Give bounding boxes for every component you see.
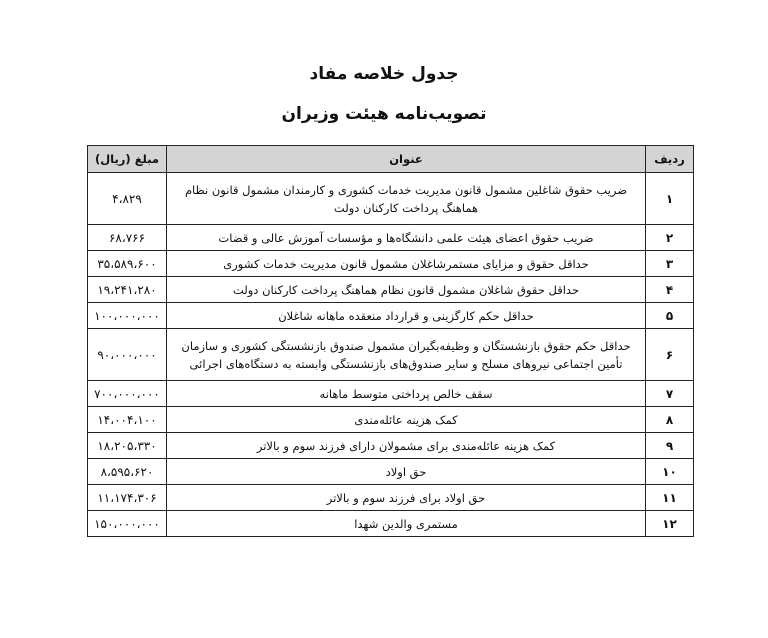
table-row — [88, 433, 694, 459]
column-header-amount: مبلغ (ریال) — [88, 146, 167, 173]
row-amount: ۱۵۰،۰۰۰،۰۰۰ — [88, 511, 167, 537]
table-row — [88, 407, 694, 433]
row-title: ضریب حقوق شاغلین مشمول قانون مدیریت خدمات کشوری و کارمندان مشمول قانون نظام هماهنگ پرداخت کارکنان دولت — [167, 173, 646, 225]
row-title: حداقل حکم کارگزینی و قرارداد منعقده ماهانه شاغلان — [167, 303, 646, 329]
table-row — [88, 303, 694, 329]
row-amount: ۶۸،۷۶۶ — [88, 225, 167, 251]
table-header-row — [88, 146, 694, 173]
page-subtitle: تصویب‌نامه هیئت وزیران — [281, 104, 487, 124]
row-amount: ۸،۵۹۵،۶۲۰ — [88, 459, 167, 485]
table-row — [88, 251, 694, 277]
row-number: ۸ — [646, 407, 694, 433]
table-row — [88, 511, 694, 537]
table-row — [88, 459, 694, 485]
row-number: ۱ — [646, 173, 694, 225]
column-header-title: عنوان — [167, 146, 646, 173]
row-amount: ۱۴،۰۰۴،۱۰۰ — [88, 407, 167, 433]
row-title: کمک هزینه عائله‌مندی — [167, 407, 646, 433]
table-row — [88, 277, 694, 303]
row-title: ضریب حقوق اعضای هیئت علمی دانشگاه‌ها و مؤسسات آموزش عالی و قضات — [167, 225, 646, 251]
row-number: ۱۲ — [646, 511, 694, 537]
row-number: ۳ — [646, 251, 694, 277]
row-number: ۱۰ — [646, 459, 694, 485]
row-number: ۹ — [646, 433, 694, 459]
row-title: حداقل حقوق شاغلان مشمول قانون نظام هماهنگ پرداخت کارکنان دولت — [167, 277, 646, 303]
column-header-num: ردیف — [646, 146, 694, 173]
row-amount: ۳۵،۵۸۹،۶۰۰ — [88, 251, 167, 277]
page-title: جدول خلاصه مفاد — [309, 64, 459, 84]
row-title: سقف خالص پرداختی متوسط ماهانه — [167, 381, 646, 407]
summary-table — [87, 145, 694, 537]
row-amount: ۱۰۰،۰۰۰،۰۰۰ — [88, 303, 167, 329]
table-row — [88, 329, 694, 381]
table-row — [88, 485, 694, 511]
row-title: مستمری والدین شهدا — [167, 511, 646, 537]
row-number: ۶ — [646, 329, 694, 381]
row-amount: ۱۸،۲۰۵،۳۳۰ — [88, 433, 167, 459]
row-title: حداقل حقوق و مزایای مستمرشاغلان مشمول قانون مدیریت خدمات کشوری — [167, 251, 646, 277]
row-number: ۱۱ — [646, 485, 694, 511]
row-title: حق اولاد — [167, 459, 646, 485]
row-number: ۷ — [646, 381, 694, 407]
row-title: حداقل حکم حقوق بازنشستگان و وظیفه‌بگیران مشمول صندوق بازنشستگی کشوری و سازمان تأمین اجتماعی نیروهای مسلح و سایر صندوق‌های بازنشستگی وابسته به دستگاه‌های اجرائی — [167, 329, 646, 381]
row-amount: ۴،۸۲۹ — [88, 173, 167, 225]
row-number: ۵ — [646, 303, 694, 329]
table-row — [88, 173, 694, 225]
table-row — [88, 381, 694, 407]
row-number: ۴ — [646, 277, 694, 303]
row-amount: ۱۱،۱۷۴،۳۰۶ — [88, 485, 167, 511]
table-row — [88, 225, 694, 251]
row-title: کمک هزینه عائله‌مندی برای مشمولان دارای فرزند سوم و بالاتر — [167, 433, 646, 459]
row-amount: ۱۹،۲۴۱،۲۸۰ — [88, 277, 167, 303]
row-amount: ۷۰۰،۰۰۰،۰۰۰ — [88, 381, 167, 407]
row-number: ۲ — [646, 225, 694, 251]
row-title: حق اولاد برای فرزند سوم و بالاتر — [167, 485, 646, 511]
row-amount: ۹۰،۰۰۰،۰۰۰ — [88, 329, 167, 381]
